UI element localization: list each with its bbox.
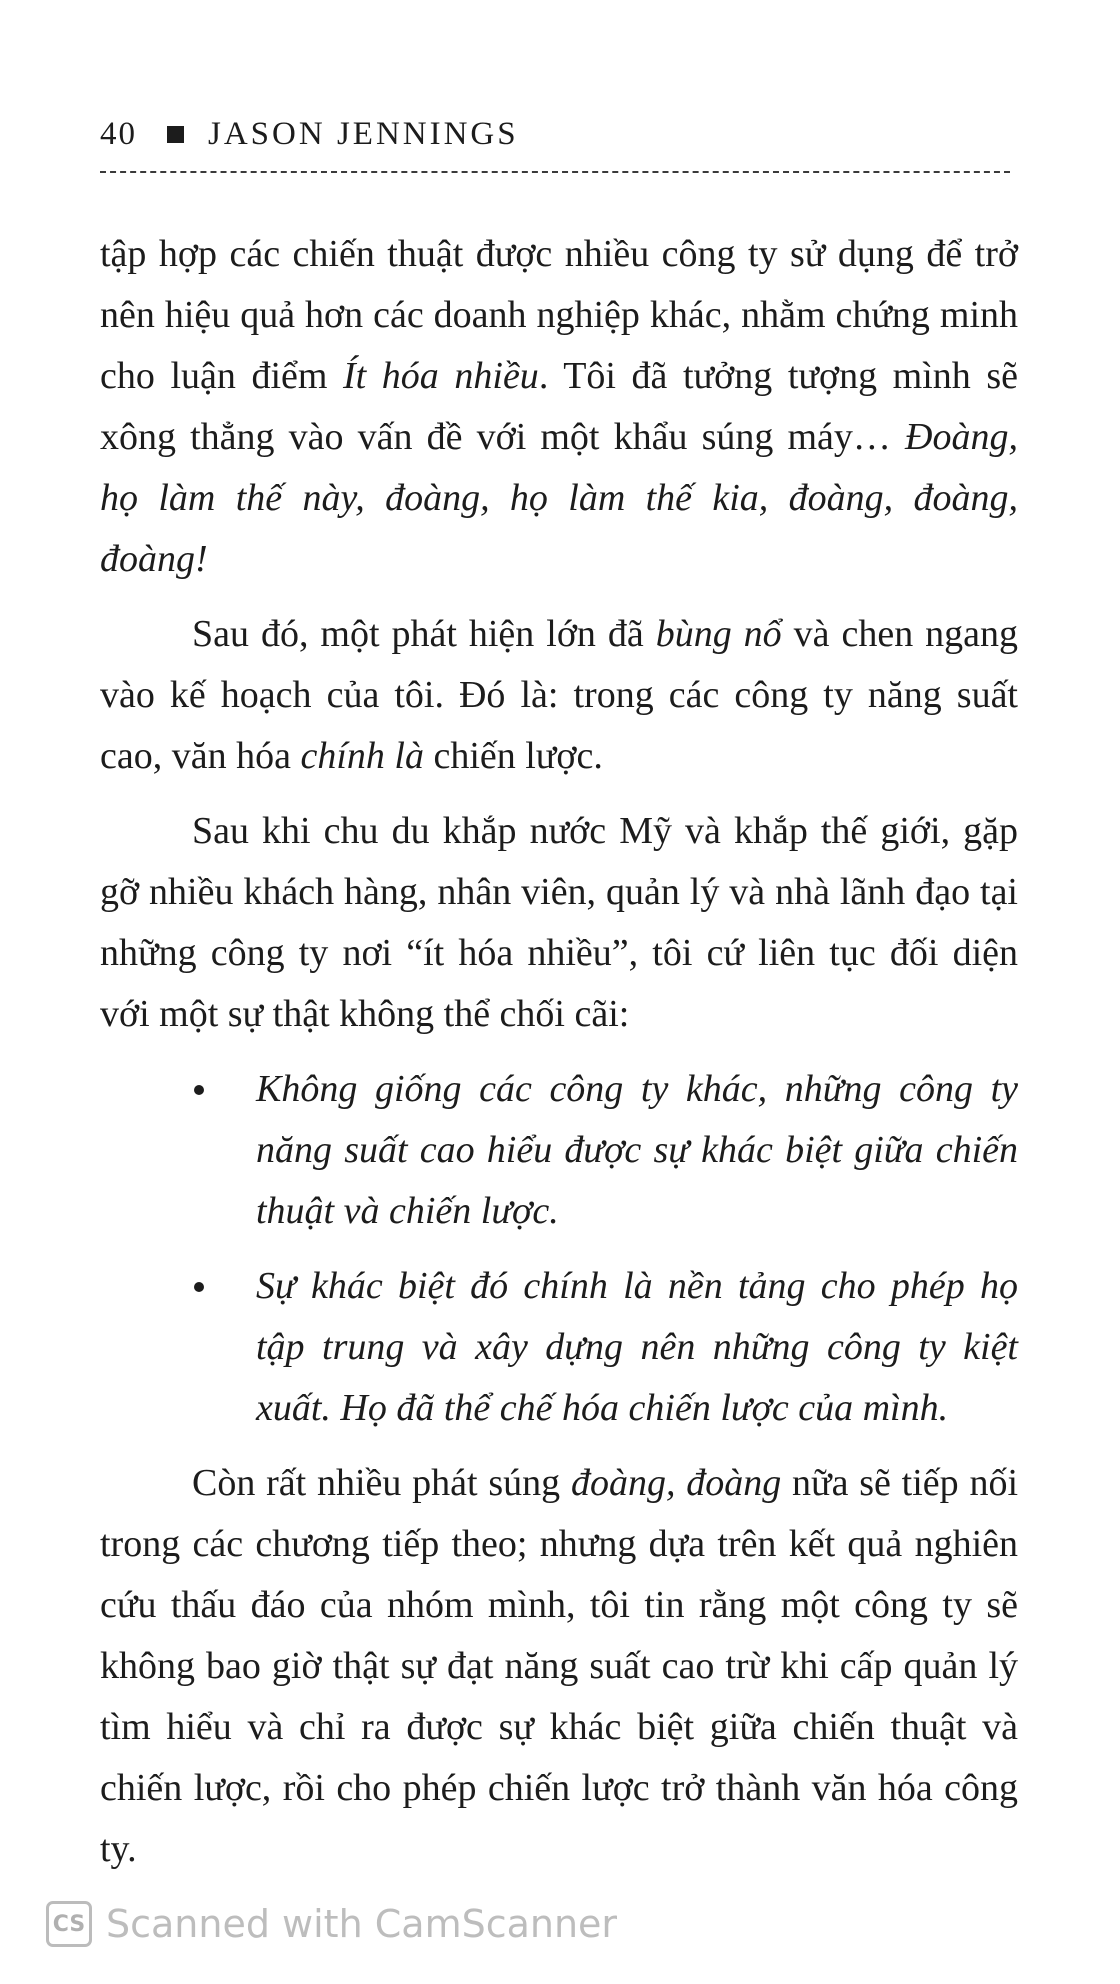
paragraph-2-emphasis-1: bùng nổ <box>655 613 782 655</box>
header-dashed-rule <box>100 171 1010 173</box>
author-name: JASON JENNINGS <box>208 115 519 152</box>
paragraph-2-emphasis-2: chính là <box>300 735 424 777</box>
paragraph-4-text-b: nữa sẽ tiếp nối trong các chương tiếp theo; nhưng dựa trên kết quả nghiên cứu thấu đáo của nhóm mình, tôi tin rằng một công ty sẽ không bao giờ thật sự đạt năng suất cao trừ khi cấp quản lý tìm hiểu và chỉ ra được sự khác biệt giữa chiến thuật và chiến lược, rồi cho phép chiến lược trở thành văn hóa công ty. <box>100 1462 1019 1870</box>
bullet-list <box>100 1059 1018 1439</box>
camscanner-logo-icon: CS <box>46 1901 92 1947</box>
paragraph-2-text-a: Sau đó, một phát hiện lớn đã <box>192 613 656 655</box>
bullet-item-2-text: Sự khác biệt đó chính là nền tảng cho phép họ tập trung và xây dựng nên những công ty kiệt xuất. Họ đã thể chế hóa chiến lược của mình. <box>256 1265 1018 1429</box>
page-number: 40 <box>100 115 137 152</box>
paragraph-1-emphasis-2: Đoàng, họ làm thế này, đoàng, họ làm thế kia, đoàng, đoàng, đoàng! <box>100 416 1018 580</box>
bullet-dot-icon <box>194 1282 204 1292</box>
paragraph-1-emphasis-1: Ít hóa nhiều <box>343 355 539 397</box>
bullet-item-1 <box>100 1059 1018 1242</box>
paragraph-1 <box>100 224 1018 590</box>
body-text <box>100 224 1018 1894</box>
paragraph-2 <box>100 604 1018 787</box>
bullet-item-2 <box>100 1256 1018 1439</box>
camscanner-watermark <box>46 1896 617 1952</box>
header-separator-square <box>167 126 184 143</box>
paragraph-2-text-b: và chen ngang vào kế hoạch của tôi. Đó là: trong các công ty năng suất cao, văn hóa <box>100 613 1019 777</box>
paragraph-4 <box>100 1453 1018 1880</box>
bullet-item-1-text: Không giống các công ty khác, những công ty năng suất cao hiểu được sự khác biệt giữa chiến thuật và chiến lược. <box>256 1068 1018 1232</box>
paragraph-4-emphasis-1: đoàng, đoàng <box>570 1462 782 1504</box>
bullet-dot-icon <box>194 1085 204 1095</box>
paragraph-1-text-b: . Tôi đã tưởng tượng mình sẽ xông thẳng vào vấn đề với một khẩu súng máy… <box>100 355 1018 458</box>
paragraph-2-text-c: chiến lược. <box>423 735 603 777</box>
watermark-text: Scanned with CamScanner <box>106 1902 618 1946</box>
paragraph-1-text-a: tập hợp các chiến thuật được nhiều công ty sử dụng để trở nên hiệu quả hơn các doanh nghiệp khác, nhằm chứng minh cho luận điểm <box>100 233 1018 397</box>
paragraph-4-text-a: Còn rất nhiều phát súng <box>192 1462 571 1504</box>
paragraph-3: Sau khi chu du khắp nước Mỹ và khắp thế giới, gặp gỡ nhiều khách hàng, nhân viên, quản lý và nhà lãnh đạo tại những công ty nơi “ít hóa nhiều”, tôi cứ liên tục đối diện với một sự thật không thể chối cãi: <box>100 810 1018 1035</box>
running-header <box>100 110 519 158</box>
